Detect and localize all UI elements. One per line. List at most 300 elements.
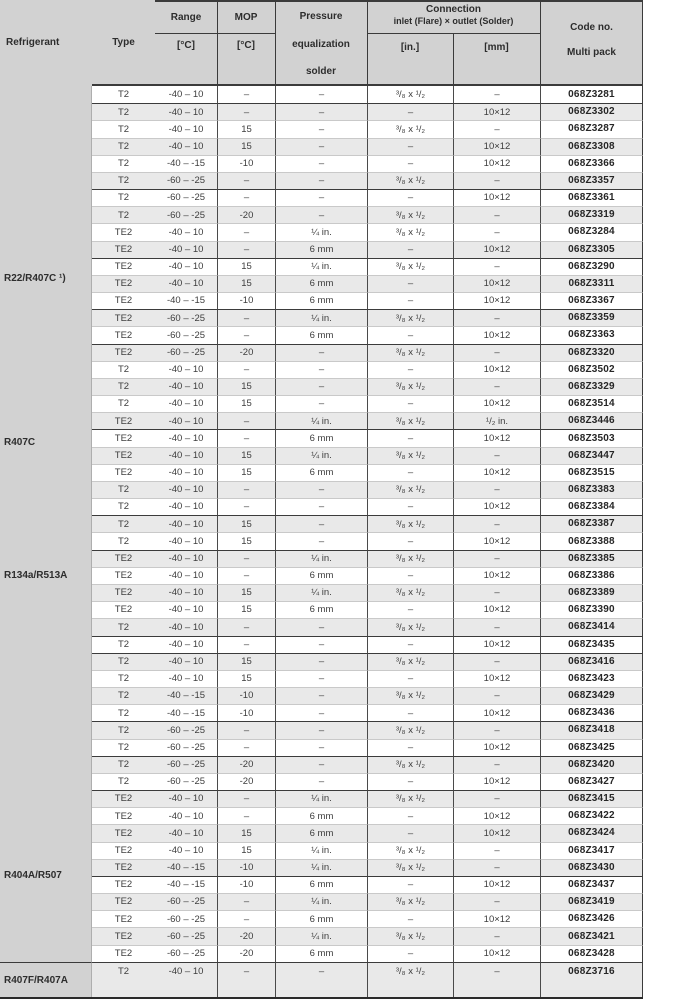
cell-connection-inch: –: [367, 601, 453, 618]
cell-connection-mm: 10×12: [453, 807, 540, 824]
cell-code-number: 068Z3284: [540, 223, 643, 240]
cell-pressure-equalization: –: [275, 773, 367, 790]
cell-pressure-equalization: –: [275, 344, 367, 361]
cell-range: -60 – -25: [155, 893, 217, 910]
cell-connection-mm: –: [453, 790, 540, 807]
cell-mop: –: [217, 103, 275, 120]
cell-code-number: 068Z3420: [540, 756, 643, 773]
table-row: [0, 876, 643, 893]
cell-range: -40 – 10: [155, 498, 217, 515]
cell-refrigerant-spacer: [0, 120, 92, 137]
header-pressure-line2: equalization: [292, 39, 350, 50]
cell-code-number: 068Z3436: [540, 704, 643, 721]
cell-mop: 15: [217, 532, 275, 549]
table-row: [0, 532, 643, 549]
cell-refrigerant-spacer: [0, 464, 92, 481]
cell-connection-inch: ³/₈ x ¹/₂: [367, 206, 453, 223]
cell-connection-inch: ³/₈ x ¹/₂: [367, 653, 453, 670]
cell-code-number: 068Z3389: [540, 584, 643, 601]
cell-code-number: 068Z3447: [540, 447, 643, 464]
table-row: [0, 601, 643, 618]
table-row: [0, 859, 643, 876]
refrigerant-label-r22-r407c: R22/R407C ¹): [4, 273, 66, 284]
cell-type: T2: [92, 670, 155, 687]
cell-connection-inch: –: [367, 670, 453, 687]
cell-type: TE2: [92, 447, 155, 464]
cell-connection-mm: 10×12: [453, 704, 540, 721]
cell-mop: 15: [217, 824, 275, 841]
cell-mop: 15: [217, 120, 275, 137]
cell-connection-inch: ³/₈ x ¹/₂: [367, 447, 453, 464]
table-row: [0, 292, 643, 309]
cell-mop: –: [217, 189, 275, 206]
header-code-line2: Multi pack: [567, 47, 616, 58]
cell-code-number: 068Z3716: [540, 962, 643, 997]
header-inch-unit: [in.]: [400, 42, 420, 53]
cell-range: -40 – -15: [155, 292, 217, 309]
cell-range: -40 – 10: [155, 223, 217, 240]
header-mm-unit: [mm]: [484, 42, 509, 53]
cell-mop: -20: [217, 344, 275, 361]
cell-type: T2: [92, 721, 155, 738]
cell-connection-mm: 10×12: [453, 275, 540, 292]
header-refrigerant: Refrigerant: [6, 37, 60, 48]
table-row: [0, 326, 643, 343]
cell-connection-inch: ³/₈ x ¹/₂: [367, 258, 453, 275]
table-row: [0, 893, 643, 910]
cell-mop: –: [217, 962, 275, 997]
cell-refrigerant-spacer: [0, 893, 92, 910]
cell-connection-mm: 10×12: [453, 292, 540, 309]
cell-code-number: 068Z3287: [540, 120, 643, 137]
cell-mop: -20: [217, 756, 275, 773]
cell-connection-inch: ³/₈ x ¹/₂: [367, 550, 453, 567]
cell-connection-mm: 10×12: [453, 945, 540, 962]
cell-range: -60 – -25: [155, 172, 217, 189]
cell-connection-inch: ³/₈ x ¹/₂: [367, 223, 453, 240]
cell-type: TE2: [92, 550, 155, 567]
cell-code-number: 068Z3311: [540, 275, 643, 292]
cell-connection-mm: –: [453, 653, 540, 670]
cell-mop: 15: [217, 258, 275, 275]
cell-range: -40 – 10: [155, 842, 217, 859]
cell-code-number: 068Z3422: [540, 807, 643, 824]
cell-mop: –: [217, 807, 275, 824]
cell-refrigerant-spacer: [0, 515, 92, 532]
cell-refrigerant-spacer: [0, 670, 92, 687]
cell-code-number: 068Z3418: [540, 721, 643, 738]
cell-mop: 15: [217, 584, 275, 601]
cell-connection-mm: 10×12: [453, 429, 540, 446]
cell-pressure-equalization: –: [275, 189, 367, 206]
cell-type: T2: [92, 962, 155, 997]
cell-pressure-equalization: –: [275, 206, 367, 223]
cell-connection-mm: –: [453, 206, 540, 223]
cell-type: T2: [92, 120, 155, 137]
cell-connection-mm: –: [453, 893, 540, 910]
cell-range: -40 – 10: [155, 790, 217, 807]
cell-mop: –: [217, 241, 275, 258]
cell-type: TE2: [92, 893, 155, 910]
cell-range: -60 – -25: [155, 739, 217, 756]
table-row: [0, 962, 643, 997]
header-pressure-line3: solder: [305, 66, 336, 77]
cell-mop: 15: [217, 395, 275, 412]
cell-connection-inch: ³/₈ x ¹/₂: [367, 515, 453, 532]
cell-mop: -20: [217, 945, 275, 962]
cell-pressure-equalization: 6 mm: [275, 807, 367, 824]
cell-type: TE2: [92, 223, 155, 240]
cell-mop: –: [217, 86, 275, 103]
header-connection-line2: inlet (Flare) × outlet (Solder): [393, 16, 514, 26]
cell-connection-inch: –: [367, 395, 453, 412]
cell-connection-inch: –: [367, 275, 453, 292]
cell-type: T2: [92, 773, 155, 790]
table-row: [0, 670, 643, 687]
vline-range-mop: [217, 0, 218, 86]
cell-connection-inch: ³/₈ x ¹/₂: [367, 687, 453, 704]
cell-type: TE2: [92, 859, 155, 876]
cell-connection-inch: –: [367, 189, 453, 206]
table-row: [0, 842, 643, 859]
table-row: [0, 189, 643, 206]
cell-connection-inch: –: [367, 361, 453, 378]
cell-range: -40 – 10: [155, 618, 217, 635]
cell-refrigerant-spacer: [0, 138, 92, 155]
cell-pressure-equalization: –: [275, 532, 367, 549]
cell-refrigerant-spacer: [0, 189, 92, 206]
table-row: [0, 704, 643, 721]
cell-range: -40 – 10: [155, 807, 217, 824]
cell-range: -40 – 10: [155, 138, 217, 155]
cell-type: T2: [92, 704, 155, 721]
vline-pressure-connection: [367, 0, 368, 86]
cell-range: -60 – -25: [155, 773, 217, 790]
cell-range: -40 – 10: [155, 258, 217, 275]
table-row: [0, 756, 643, 773]
cell-code-number: 068Z3415: [540, 790, 643, 807]
cell-refrigerant-spacer: [0, 842, 92, 859]
cell-refrigerant-spacer: [0, 653, 92, 670]
cell-mop: –: [217, 172, 275, 189]
cell-type: TE2: [92, 584, 155, 601]
cell-code-number: 068Z3383: [540, 481, 643, 498]
cell-refrigerant-spacer: [0, 447, 92, 464]
cell-connection-inch: –: [367, 773, 453, 790]
cell-connection-mm: –: [453, 378, 540, 395]
cell-connection-inch: –: [367, 138, 453, 155]
cell-code-number: 068Z3425: [540, 739, 643, 756]
cell-connection-inch: –: [367, 910, 453, 927]
cell-connection-mm: –: [453, 550, 540, 567]
cell-pressure-equalization: 6 mm: [275, 876, 367, 893]
cell-pressure-equalization: ¼ in.: [275, 258, 367, 275]
vline-mop-pressure: [275, 0, 276, 86]
cell-pressure-equalization: 6 mm: [275, 292, 367, 309]
cell-mop: 15: [217, 464, 275, 481]
refrigerant-label-r407c: R407C: [4, 437, 36, 448]
cell-range: -40 – 10: [155, 412, 217, 429]
cell-refrigerant-spacer: [0, 361, 92, 378]
cell-pressure-equalization: –: [275, 172, 367, 189]
cell-pressure-equalization: –: [275, 138, 367, 155]
cell-connection-inch: –: [367, 704, 453, 721]
cell-refrigerant-spacer: [0, 155, 92, 172]
cell-code-number: 068Z3416: [540, 653, 643, 670]
cell-type: T2: [92, 636, 155, 653]
cell-code-number: 068Z3446: [540, 412, 643, 429]
cell-pressure-equalization: –: [275, 704, 367, 721]
cell-connection-mm: –: [453, 687, 540, 704]
cell-connection-inch: –: [367, 876, 453, 893]
cell-type: TE2: [92, 275, 155, 292]
cell-code-number: 068Z3414: [540, 618, 643, 635]
cell-type: TE2: [92, 790, 155, 807]
cell-connection-mm: 10×12: [453, 395, 540, 412]
cell-code-number: 068Z3302: [540, 103, 643, 120]
cell-connection-inch: ³/₈ x ¹/₂: [367, 344, 453, 361]
cell-connection-mm: –: [453, 515, 540, 532]
cell-connection-inch: ³/₈ x ¹/₂: [367, 790, 453, 807]
cell-pressure-equalization: ¼ in.: [275, 412, 367, 429]
table-row: [0, 103, 643, 120]
cell-connection-mm: 10×12: [453, 670, 540, 687]
table-row: [0, 172, 643, 189]
cell-mop: -10: [217, 704, 275, 721]
cell-mop: 15: [217, 601, 275, 618]
cell-refrigerant-spacer: [0, 584, 92, 601]
cell-refrigerant-spacer: [0, 790, 92, 807]
cell-mop: –: [217, 893, 275, 910]
cell-pressure-equalization: ¼ in.: [275, 927, 367, 944]
cell-range: -40 – -15: [155, 704, 217, 721]
cell-pressure-equalization: –: [275, 687, 367, 704]
cell-range: -60 – -25: [155, 189, 217, 206]
cell-type: T2: [92, 155, 155, 172]
table-row: [0, 241, 643, 258]
cell-code-number: 068Z3419: [540, 893, 643, 910]
cell-mop: 15: [217, 378, 275, 395]
cell-pressure-equalization: ¼ in.: [275, 842, 367, 859]
cell-pressure-equalization: ¼ in.: [275, 790, 367, 807]
cell-connection-mm: 10×12: [453, 739, 540, 756]
cell-refrigerant-spacer: [0, 344, 92, 361]
table-row: [0, 636, 643, 653]
cell-type: TE2: [92, 876, 155, 893]
cell-code-number: 068Z3359: [540, 309, 643, 326]
cell-range: -40 – 10: [155, 86, 217, 103]
header-mop-unit: [°C]: [237, 40, 255, 51]
cell-type: TE2: [92, 241, 155, 258]
cell-range: -40 – -15: [155, 859, 217, 876]
cell-pressure-equalization: –: [275, 962, 367, 997]
cell-connection-mm: 10×12: [453, 601, 540, 618]
cell-mop: -20: [217, 206, 275, 223]
cell-connection-inch: ³/₈ x ¹/₂: [367, 309, 453, 326]
cell-type: TE2: [92, 601, 155, 618]
cell-type: T2: [92, 206, 155, 223]
header-range-unit: [°C]: [177, 40, 195, 51]
cell-pressure-equalization: –: [275, 155, 367, 172]
cell-type: TE2: [92, 309, 155, 326]
cell-code-number: 068Z3390: [540, 601, 643, 618]
cell-refrigerant-spacer: [0, 241, 92, 258]
cell-refrigerant-spacer: [0, 550, 92, 567]
cell-connection-inch: –: [367, 326, 453, 343]
cell-type: TE2: [92, 326, 155, 343]
cell-pressure-equalization: –: [275, 515, 367, 532]
table-row: [0, 824, 643, 841]
cell-range: -60 – -25: [155, 945, 217, 962]
cell-pressure-equalization: –: [275, 739, 367, 756]
cell-refrigerant-spacer: [0, 292, 92, 309]
cell-connection-inch: –: [367, 945, 453, 962]
cell-type: TE2: [92, 807, 155, 824]
cell-pressure-equalization: –: [275, 361, 367, 378]
cell-connection-mm: 10×12: [453, 189, 540, 206]
cell-code-number: 068Z3515: [540, 464, 643, 481]
cell-range: -40 – 10: [155, 361, 217, 378]
cell-connection-mm: –: [453, 86, 540, 103]
cell-code-number: 068Z3421: [540, 927, 643, 944]
cell-pressure-equalization: –: [275, 481, 367, 498]
cell-refrigerant-spacer: [0, 910, 92, 927]
cell-type: TE2: [92, 412, 155, 429]
table-row: [0, 687, 643, 704]
cell-code-number: 068Z3424: [540, 824, 643, 841]
cell-connection-inch: –: [367, 824, 453, 841]
vline-connection-code: [540, 0, 541, 86]
cell-code-number: 068Z3290: [540, 258, 643, 275]
cell-range: -40 – 10: [155, 395, 217, 412]
cell-pressure-equalization: –: [275, 395, 367, 412]
cell-code-number: 068Z3361: [540, 189, 643, 206]
cell-range: -40 – 10: [155, 120, 217, 137]
cell-type: T2: [92, 739, 155, 756]
cell-range: -40 – 10: [155, 584, 217, 601]
cell-type: TE2: [92, 842, 155, 859]
refrigerant-label-r134a-r513a: R134a/R513A: [4, 570, 68, 581]
cell-pressure-equalization: ¼ in.: [275, 447, 367, 464]
cell-range: -40 – 10: [155, 601, 217, 618]
cell-pressure-equalization: ¼ in.: [275, 584, 367, 601]
cell-mop: –: [217, 790, 275, 807]
cell-range: -60 – -25: [155, 344, 217, 361]
cell-range: -40 – 10: [155, 447, 217, 464]
cell-refrigerant-spacer: [0, 532, 92, 549]
cell-type: T2: [92, 172, 155, 189]
cell-refrigerant-spacer: [0, 824, 92, 841]
table-row: [0, 309, 643, 326]
cell-code-number: 068Z3502: [540, 361, 643, 378]
cell-mop: 15: [217, 842, 275, 859]
cell-code-number: 068Z3514: [540, 395, 643, 412]
table-row: [0, 910, 643, 927]
cell-type: T2: [92, 532, 155, 549]
cell-connection-inch: ³/₈ x ¹/₂: [367, 859, 453, 876]
cell-range: -60 – -25: [155, 326, 217, 343]
cell-connection-mm: –: [453, 962, 540, 997]
cell-connection-inch: –: [367, 241, 453, 258]
cell-connection-mm: –: [453, 842, 540, 859]
table-row: [0, 790, 643, 807]
cell-mop: 15: [217, 138, 275, 155]
cell-connection-mm: 10×12: [453, 532, 540, 549]
cell-refrigerant-spacer: [0, 378, 92, 395]
cell-code-number: 068Z3430: [540, 859, 643, 876]
table-row: [0, 927, 643, 944]
cell-type: TE2: [92, 910, 155, 927]
cell-code-number: 068Z3417: [540, 842, 643, 859]
cell-connection-mm: 10×12: [453, 326, 540, 343]
cell-pressure-equalization: –: [275, 636, 367, 653]
cell-code-number: 068Z3428: [540, 945, 643, 962]
cell-range: -60 – -25: [155, 756, 217, 773]
cell-mop: –: [217, 429, 275, 446]
cell-mop: –: [217, 326, 275, 343]
cell-refrigerant-spacer: [0, 498, 92, 515]
cell-connection-inch: ³/₈ x ¹/₂: [367, 584, 453, 601]
cell-connection-inch: ³/₈ x ¹/₂: [367, 962, 453, 997]
cell-connection-mm: –: [453, 258, 540, 275]
cell-range: -40 – 10: [155, 464, 217, 481]
table-row: [0, 945, 643, 962]
cell-connection-inch: –: [367, 636, 453, 653]
cell-refrigerant-spacer: [0, 807, 92, 824]
cell-mop: 15: [217, 670, 275, 687]
cell-refrigerant-spacer: [0, 481, 92, 498]
cell-code-number: 068Z3385: [540, 550, 643, 567]
cell-pressure-equalization: –: [275, 756, 367, 773]
cell-code-number: 068Z3435: [540, 636, 643, 653]
table-row: [0, 721, 643, 738]
cell-type: T2: [92, 378, 155, 395]
table-row: [0, 361, 643, 378]
cell-type: T2: [92, 395, 155, 412]
table-row: [0, 773, 643, 790]
cell-mop: 15: [217, 447, 275, 464]
cell-mop: –: [217, 498, 275, 515]
cell-range: -60 – -25: [155, 721, 217, 738]
table-row: [0, 412, 643, 429]
refrigerant-label-r407f-r407a: R407F/R407A: [4, 975, 68, 986]
cell-pressure-equalization: 6 mm: [275, 945, 367, 962]
refrigerant-label-r404a-r507: R404A/R507: [4, 870, 62, 881]
cell-connection-inch: ³/₈ x ¹/₂: [367, 927, 453, 944]
cell-refrigerant-spacer: [0, 309, 92, 326]
table-body: [0, 86, 643, 999]
cell-connection-inch: –: [367, 567, 453, 584]
cell-pressure-equalization: 6 mm: [275, 275, 367, 292]
cell-code-number: 068Z3357: [540, 172, 643, 189]
table-row: [0, 515, 643, 532]
cell-pressure-equalization: 6 mm: [275, 910, 367, 927]
cell-type: T2: [92, 86, 155, 103]
header-code-line1: Code no.: [570, 22, 613, 33]
table-row: [0, 275, 643, 292]
cell-connection-inch: –: [367, 292, 453, 309]
cell-refrigerant-spacer: [0, 172, 92, 189]
cell-code-number: 068Z3308: [540, 138, 643, 155]
cell-range: -40 – 10: [155, 515, 217, 532]
cell-code-number: 068Z3329: [540, 378, 643, 395]
table-row: [0, 567, 643, 584]
cell-refrigerant-spacer: [0, 773, 92, 790]
cell-refrigerant-spacer: [0, 86, 92, 103]
cell-connection-inch: –: [367, 498, 453, 515]
cell-connection-mm: –: [453, 309, 540, 326]
cell-mop: –: [217, 721, 275, 738]
